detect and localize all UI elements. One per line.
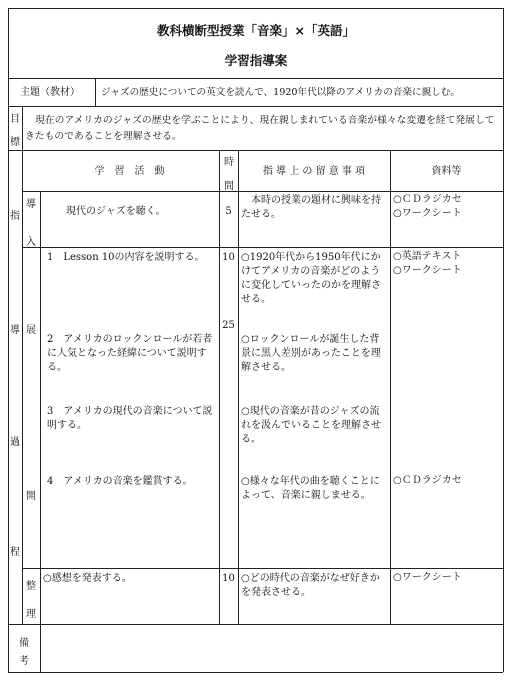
- rule-time: [238, 150, 239, 624]
- header-materials: 資料等: [431, 166, 462, 177]
- goal-text: 現在のアメリカのジャズの歴史を学ぶことにより、現在親しまれている音楽が様々な変遷を経て発展してきたものであることを理解させる。: [25, 115, 495, 142]
- rule-intro-bottom: [22, 247, 503, 248]
- remarks-content[interactable]: [41, 625, 503, 672]
- rule-sidelabel: [22, 106, 23, 624]
- end-activity: ○感想を発表する。: [43, 573, 132, 584]
- end-materials: ○ワークシート: [393, 572, 462, 583]
- goal-label-2: 標: [10, 137, 20, 148]
- header-activity: 学 習 活 動: [94, 166, 165, 177]
- end-guidance: ○どの時代の音楽がなぜ好きかを発表させる。: [241, 573, 380, 598]
- header-time-1: 時: [224, 157, 234, 168]
- dev-guidance-3: ○現代の音楽が昔のジャズの流れを汲んでいることを理解させる。: [241, 406, 381, 445]
- dev-activity-1: 1 Lesson 10の内容を説明する。: [47, 252, 205, 263]
- lesson-title: 教科横断型授業「音楽」×「英語」: [157, 23, 355, 38]
- topic-label: 主題（教材）: [20, 87, 80, 98]
- dev-time-b: 25: [222, 320, 235, 331]
- intro-activity: 現代のジャズを聴く。: [66, 206, 166, 217]
- phase-end-label-1: 整: [26, 581, 36, 592]
- rule-topic-bottom: [8, 106, 503, 107]
- phase-dev-label-2: 開: [26, 491, 36, 502]
- phase-dev-label-1: 展: [26, 325, 36, 336]
- intro-materials: ○ＣＤラジカセ ○ワークシート: [393, 194, 462, 219]
- goal-label-1: 目: [10, 114, 20, 125]
- rule-dev-bottom: [22, 568, 503, 569]
- rule-activity: [219, 150, 220, 624]
- intro-time: 5: [225, 206, 232, 217]
- phase-end-label-2: 理: [26, 609, 36, 620]
- dev-activity-3: 3 アメリカの現代の音楽について説明する。: [47, 406, 213, 431]
- process-label-3: 過: [10, 437, 20, 448]
- rule-colheader-bottom: [22, 191, 503, 192]
- remarks-label-2: 考: [19, 656, 29, 667]
- rule-phase: [40, 191, 41, 624]
- process-label-4: 程: [10, 547, 20, 558]
- topic-text: ジャズの歴史についての英文を読んで、1920年代以降のアメリカの音楽に親しむ。: [101, 87, 460, 98]
- end-time: 10: [222, 573, 235, 584]
- dev-guidance-4: ○様々な年代の曲を聴くことによって、音楽に親しませる。: [241, 476, 380, 501]
- phase-intro-label-1: 導: [26, 199, 36, 210]
- dev-time-a: 10: [222, 252, 235, 263]
- border-bottom: [8, 672, 503, 673]
- header-time-2: 間: [224, 181, 234, 192]
- header-guidance: 指 導 上 の 留 意 事 項: [262, 166, 366, 177]
- dev-materials-1: ○英語テキスト ○ワークシート: [393, 251, 462, 276]
- process-label-1: 指: [10, 211, 20, 222]
- remarks-label-1: 備: [19, 638, 29, 649]
- border-top: [8, 8, 503, 9]
- process-label-2: 導: [10, 325, 20, 336]
- dev-materials-4: ○ＣＤラジカセ: [393, 475, 462, 486]
- rule-guidance: [390, 150, 391, 624]
- phase-intro-label-2: 入: [26, 237, 36, 248]
- lesson-subtitle: 学習指導案: [224, 53, 288, 68]
- dev-activity-4: 4 アメリカの音楽を鑑賞する。: [47, 476, 193, 487]
- dev-guidance-1: ○1920年代から1950年代にかけてアメリカの音楽がどのように変化していったのかを理解させる。: [241, 252, 381, 305]
- dev-guidance-2: ○ロックンロールが誕生した背景に黒人差別があったことを理解させる。: [241, 334, 381, 373]
- rule-header-bottom: [8, 78, 503, 79]
- border-right: [503, 8, 504, 672]
- rule-goal-bottom: [8, 150, 503, 151]
- intro-guidance: 本時の授業の題材に興味を持たせる。: [241, 195, 381, 220]
- dev-activity-2: 2 アメリカのロックンロールが若者に人気となった経緯について説明する。: [47, 334, 213, 373]
- rule-topic-divider: [95, 78, 96, 106]
- border-left: [8, 8, 9, 672]
